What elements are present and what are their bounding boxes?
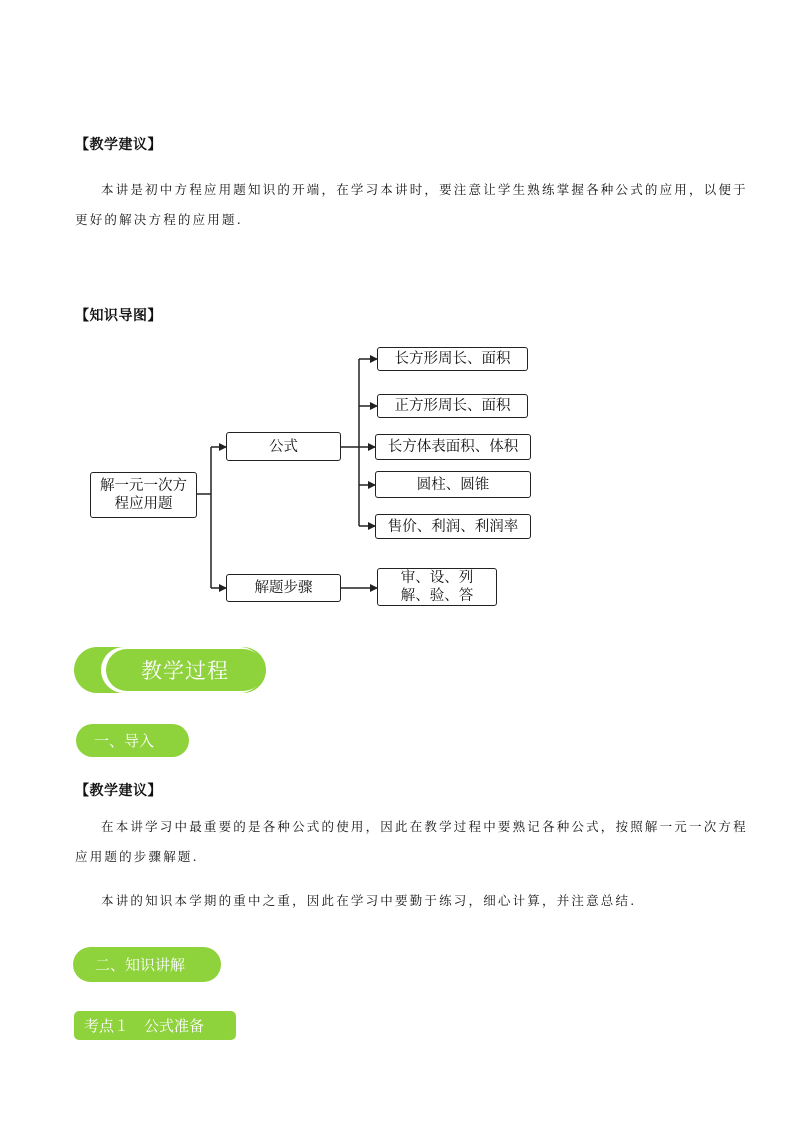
root-line-1: 解一元一次方 — [100, 478, 187, 494]
tab-knowledge: 二、知识讲解 — [73, 947, 221, 982]
mindmap-root-node — [90, 472, 197, 518]
formula-item-square: 正方形周长、面积 — [377, 394, 528, 418]
intro-line-1: 在本讲学习中最重要的是各种公式的使用，因此在教学过程中要熟记各种公式，按照解一元一次方程 — [101, 819, 748, 834]
advice-line-2: 更好的解决方程的应用题. — [75, 212, 243, 227]
intro-line-2: 应用题的步骤解题. — [75, 849, 199, 864]
formula-item-profit: 售价、利润、利润率 — [375, 514, 531, 539]
steps-node: 解题步骤 — [226, 574, 341, 602]
tab-point-1: 考点１ 公式准备 — [74, 1011, 236, 1040]
knowledge-map-heading: 【知识导图】 — [75, 308, 162, 324]
teaching-advice-heading: 【教学建议】 — [75, 137, 162, 153]
root-line-2: 程应用题 — [114, 496, 173, 512]
process-banner — [74, 647, 266, 693]
tab-intro: 一、导入 — [76, 724, 189, 757]
process-banner-title: 教学过程 — [141, 660, 229, 683]
steps-item-node — [377, 568, 497, 606]
formula-item-cuboid: 长方体表面积、体积 — [375, 434, 531, 460]
formula-item-rectangle: 长方形周长、面积 — [377, 347, 528, 371]
advice-line-1: 本讲是初中方程应用题知识的开端，在学习本讲时，要注意让学生熟练掌握各种公式的应用，以便于 — [101, 182, 748, 197]
formula-node: 公式 — [226, 432, 341, 461]
intro-advice-heading: 【教学建议】 — [75, 783, 162, 799]
intro-para-2: 本讲的知识本学期的重中之重，因此在学习中要勤于练习，细心计算，并注意总结. — [101, 893, 637, 908]
steps-line-2: 解、验、答 — [400, 588, 474, 604]
process-banner-inner — [106, 649, 264, 691]
steps-line-1: 审、设、列 — [400, 570, 474, 586]
formula-item-cylinder-cone: 圆柱、圆锥 — [375, 471, 531, 498]
